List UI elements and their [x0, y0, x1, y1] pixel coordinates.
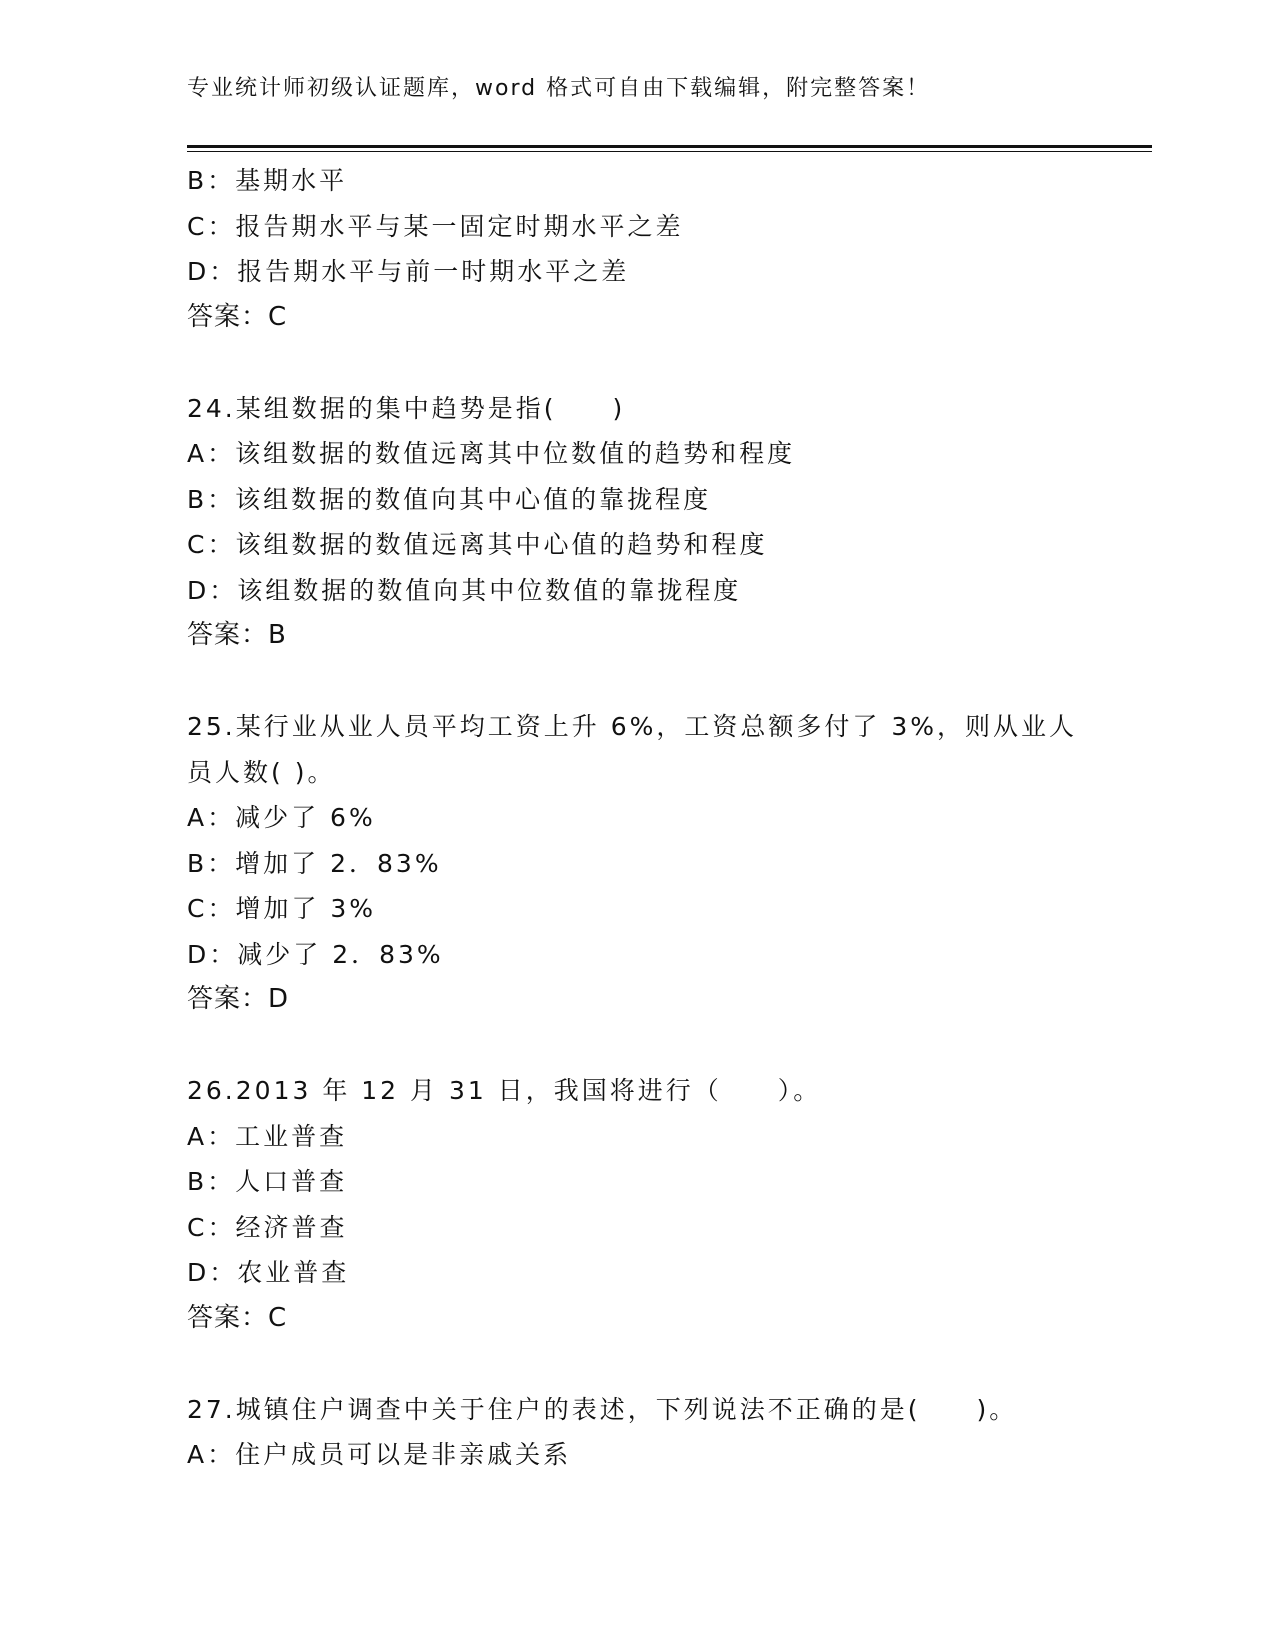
- answer-line: 答案：C: [187, 1302, 288, 1333]
- question-block-24: [187, 386, 1152, 659]
- option-d: D：该组数据的数值向其中位数值的靠拢程度: [187, 575, 742, 605]
- question-block-23: [187, 158, 1152, 340]
- option-a: A：该组数据的数值远离其中位数值的趋势和程度: [187, 439, 796, 468]
- question-text: 26.2013 年 12 月 31 日，我国将进行（ ）。: [187, 1076, 822, 1105]
- option-c: C：经济普查: [187, 1212, 348, 1242]
- question-block-27: [187, 1387, 1152, 1478]
- page-header-title: 专业统计师初级认证题库，word 格式可自由下载编辑，附完整答案！: [187, 76, 931, 101]
- question-text: 24.某组数据的集中趋势是指( ): [187, 393, 626, 423]
- option-c: C：报告期水平与某一固定时期水平之差: [187, 211, 684, 241]
- spacer: [187, 340, 1152, 386]
- question-text-continued: 员人数( )。: [187, 757, 336, 787]
- option-b: B：人口普查: [187, 1167, 348, 1196]
- option-a: A：工业普查: [187, 1121, 348, 1151]
- spacer: [187, 659, 1152, 705]
- answer-line: 答案：C: [187, 301, 288, 332]
- question-text: 27.城镇住户调查中关于住户的表述，下列说法不正确的是( )。: [187, 1394, 1018, 1424]
- question-block-26: [187, 1068, 1152, 1341]
- answer-line: 答案：D: [187, 984, 290, 1014]
- option-d: D：报告期水平与前一时期水平之差: [187, 257, 630, 286]
- answer-line: 答案：B: [187, 620, 287, 650]
- option-b: B：增加了 2．83%: [187, 848, 442, 878]
- question-content: [187, 158, 1152, 1478]
- option-c: C：该组数据的数值远离其中心值的趋势和程度: [187, 530, 768, 559]
- option-b: B：该组数据的数值向其中心值的靠拢程度: [187, 484, 712, 514]
- option-d: D：减少了 2．83%: [187, 939, 444, 969]
- option-a: A：减少了 6%: [187, 803, 376, 832]
- option-c: C：增加了 3%: [187, 894, 377, 923]
- spacer: [187, 1341, 1152, 1387]
- option-d: D：农业普查: [187, 1258, 350, 1287]
- option-b: B：基期水平: [187, 166, 348, 195]
- spacer: [187, 1023, 1152, 1069]
- question-text: 25.某行业从业人员平均工资上升 6%，工资总额多付了 3%，则从业人: [187, 712, 1077, 741]
- option-a: A：住户成员可以是非亲戚关系: [187, 1440, 572, 1469]
- question-block-25: [187, 704, 1152, 1023]
- header-divider: [187, 145, 1152, 152]
